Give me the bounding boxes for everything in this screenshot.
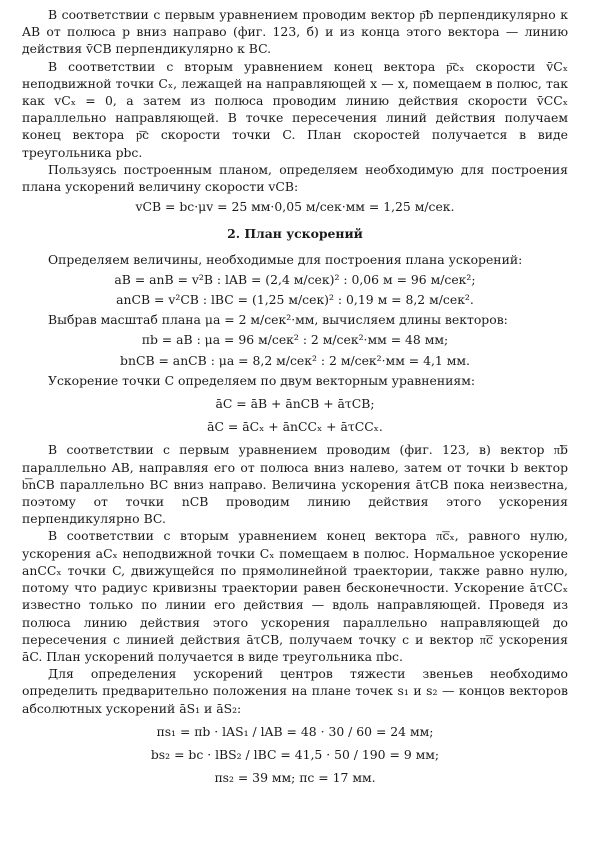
paragraph-3: Пользуясь построенным планом, определяем необходимую для построения плана ускорений величину скорости vCB:: [22, 161, 568, 195]
equation-last: πs₂ = 39 мм; πc = 17 мм.: [214, 770, 376, 786]
equation-ab: aB = anB = v²B : lAB = (2,4 м/сек)² : 0,06 м = 96 м/сек²;: [114, 271, 476, 287]
paragraph-6: Ускорение точки C определяем по двум векторным уравнениям:: [48, 372, 476, 388]
equation-ancb: anCB = v²CB : lBC = (1,25 м/сек)² : 0,19 м = 8,2 м/сек².: [116, 292, 474, 308]
equation-pib: πb = aB : μa = 96 м/сек² : 2 м/сек²·мм = 48 мм;: [141, 332, 449, 348]
paragraph-4: Определяем величины, необходимые для построения плана ускорений:: [48, 251, 523, 267]
equation-bncb: bnCB = anCB : μa = 8,2 м/сек² : 2 м/сек²·мм = 4,1 мм.: [120, 352, 470, 368]
paragraph-2: В соответствии с вторым уравнением конец вектора p͞cₓ скорости v̄Cₓ неподвижной точки Cₓ, лежащей на направляющей x — x, помещаем в полюс, так как vCₓ = 0, а затем из полюса проводим линию действия скорости v̄CCₓ параллельно направляющей. В точке пересечения линий действия получаем конец вектора p͞c скорости точки C. План скоростей получается в виде треугольника pbc.: [22, 58, 568, 160]
equation-pis1: πs₁ = πb · lAS₁ / lAB = 48 · 30 / 60 = 24 мм;: [156, 723, 434, 739]
vector-equation-1: āC = āB + ānCB + āτCB;: [215, 396, 375, 412]
section-title: 2. План ускорений: [227, 226, 363, 242]
paragraph-8: В соответствии с вторым уравнением конец вектора π͞cₓ, равного нулю, ускорения aCₓ неподвижной точки Cₓ помещаем в полюс. Нормальное ускорение anCCₓ точки C, движущейся по прямолинейной траектории, также равно нулю, потому что радиус кривизны траектории равен бесконечности. Ускорение āτCCₓ известно только по линии его действия — вдоль направляющей. Проведя из полюса линию действия этого ускорения параллельно направляющей до пересечения с линией действия āτCB, получаем точку c и вектор π͞c ускорения āC. План ускорений получается в виде треугольника πbc.: [22, 528, 568, 664]
equation-vcb: vCB = bc·μv = 25 мм·0,05 м/сек·мм = 1,25 м/сек.: [135, 199, 455, 215]
vector-equation-2: āC = āCₓ + ānCCₓ + āτCCₓ.: [207, 419, 383, 435]
paragraph-1: В соответствии с первым уравнением проводим вектор p͞b перпендикулярно к AB от полюса p вниз направо (фиг. 123, б) и из конца этого вектора — линию действия v̄CB перпендикулярно к BC.: [22, 7, 568, 57]
paragraph-5: Выбрав масштаб плана μa = 2 м/сек²·мм, вычисляем длины векторов:: [48, 312, 508, 328]
paragraph-7: В соответствии с первым уравнением проводим (фиг. 123, в) вектор π͞b параллельно AB, направляя его от полюса вниз налево, затем от точки b вектор b͞nCB параллельно BC вниз направо. Величина ускорения āτCB пока неизвестна, поэтому от точки nCB проводим линию действия этого ускорения перпендикулярно BC.: [22, 442, 568, 527]
equation-bs2: bs₂ = bc · lBS₂ / lBC = 41,5 · 50 / 190 = 9 мм;: [150, 746, 440, 762]
paragraph-9: Для определения ускорений центров тяжести звеньев необходимо определить предварительно положения на плане точек s₁ и s₂ — концов векторов абсолютных ускорений āS₁ и āS₂:: [22, 666, 568, 716]
